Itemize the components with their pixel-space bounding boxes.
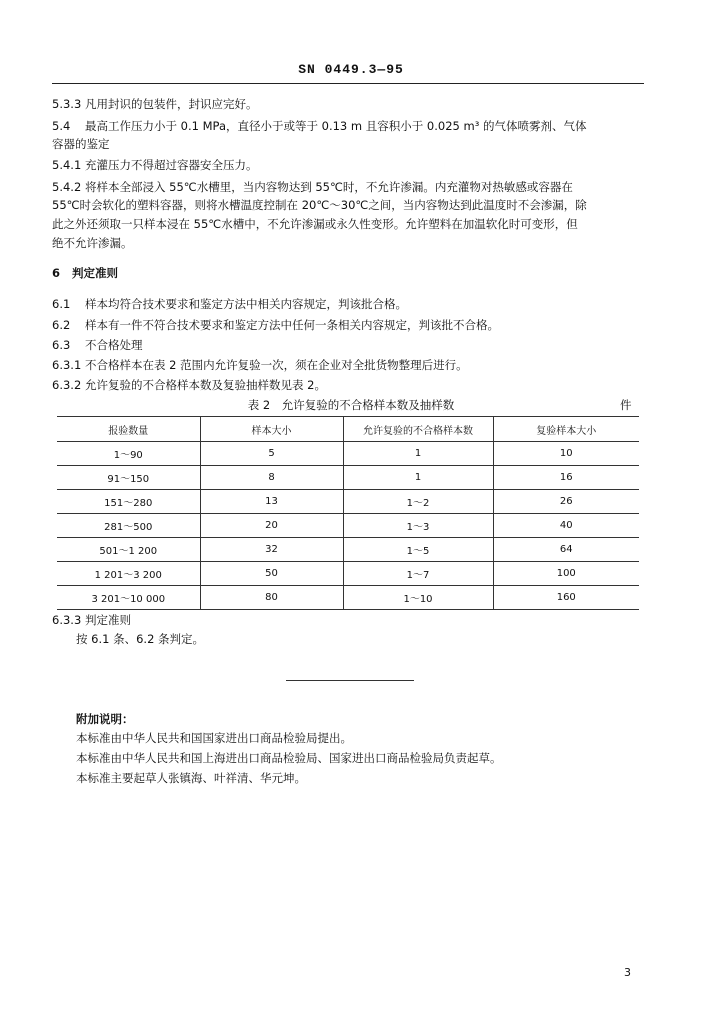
- page-number: 3: [624, 966, 631, 979]
- table-cell: 160: [493, 586, 639, 610]
- table-cell: 1～90: [57, 442, 200, 466]
- table-cell: 26: [493, 490, 639, 514]
- clause-number: 5.4.2: [52, 180, 82, 194]
- clause-text: 样本有一件不符合技术要求和鉴定方法中任何一条相关内容规定，判该批不合格。: [85, 318, 499, 332]
- end-rule: [286, 680, 414, 681]
- paragraph-6-3-3-cont: [76, 632, 204, 646]
- table-cell: 50: [200, 562, 343, 586]
- paragraph-5-4-2-cont3: [52, 236, 133, 250]
- section-title: 判定准则: [72, 266, 118, 280]
- column-header: 报验数量: [57, 417, 200, 442]
- clause-text: 此之外还须取一只样本浸在 55℃水槽中，不允许渗漏或永久性变形。允许塑料在加温软化时可变形，但: [52, 217, 578, 231]
- appendix-line: 本标准主要起草人张镇海、叶祥清、华元坤。: [76, 771, 306, 785]
- appendix-line: 本标准由中华人民共和国国家进出口商品检验局提出。: [76, 731, 352, 745]
- table-cell: 151～280: [57, 490, 200, 514]
- paragraph-6-2: [52, 318, 499, 332]
- clause-text: 将样本全部浸入 55℃水槽里，当内容物达到 55℃时，不允许渗漏。内充灌物对热敏感或容器在: [85, 180, 573, 194]
- table-cell: 13: [200, 490, 343, 514]
- clause-number: 6.3: [52, 338, 71, 352]
- clause-number: 6.3.2: [52, 378, 82, 392]
- header-divider: [52, 83, 644, 84]
- paragraph-5-3-3: [52, 97, 258, 111]
- clause-number: 6.3.3: [52, 613, 82, 627]
- clause-text: 容器的鉴定: [52, 137, 110, 151]
- clause-text: 55℃时会软化的塑料容器，则将水槽温度控制在 20℃～30℃之间，当内容物达到此温度时不会渗漏，除: [52, 198, 587, 212]
- paragraph-5-4-2-cont1: [52, 198, 587, 212]
- table-cell: 32: [200, 538, 343, 562]
- paragraph-5-4-1: [52, 158, 258, 172]
- table-row: [57, 514, 639, 538]
- table-cell: 1～3: [343, 514, 493, 538]
- table-unit: 件: [620, 398, 632, 412]
- table-header-row: [57, 417, 639, 442]
- table-cell: 1～2: [343, 490, 493, 514]
- paragraph-6-3-1: [52, 358, 468, 372]
- clause-text: 样本均符合技术要求和鉴定方法中相关内容规定，判该批合格。: [85, 297, 407, 311]
- clause-text: 充灌压力不得超过容器安全压力。: [85, 158, 258, 172]
- paragraph-5-4-2: [52, 180, 573, 194]
- clause-number: 5.4: [52, 119, 71, 133]
- table-cell: 1～5: [343, 538, 493, 562]
- clause-text: 允许复验的不合格样本数及复验抽样数见表 2。: [85, 378, 326, 392]
- clause-text: 凡用封识的包装件，封识应完好。: [85, 97, 258, 111]
- paragraph-5-4-cont: [52, 137, 110, 151]
- paragraph-5-4-2-cont2: [52, 217, 578, 231]
- appendix-title: 附加说明：: [76, 712, 134, 726]
- table-cell: 100: [493, 562, 639, 586]
- table-cell: 1～10: [343, 586, 493, 610]
- paragraph-6-3: [52, 338, 143, 352]
- table-cell: 8: [200, 466, 343, 490]
- clause-number: 6.1: [52, 297, 71, 311]
- table-cell: 80: [200, 586, 343, 610]
- table-cell: 281～500: [57, 514, 200, 538]
- table-cell: 5: [200, 442, 343, 466]
- sampling-table: [57, 416, 639, 610]
- clause-number: 5.3.3: [52, 97, 82, 111]
- standard-code: SN 0449.3—95: [298, 62, 404, 77]
- paragraph-6-1: [52, 297, 407, 311]
- clause-number: 6.2: [52, 318, 71, 332]
- table-caption: 表 2 允许复验的不合格样本数及抽样数: [247, 398, 455, 412]
- table-cell: 20: [200, 514, 343, 538]
- table-cell: 1～7: [343, 562, 493, 586]
- table-cell: 501～1 200: [57, 538, 200, 562]
- clause-text: 绝不允许渗漏。: [52, 236, 133, 250]
- table-cell: 16: [493, 466, 639, 490]
- table-cell: 1 201～3 200: [57, 562, 200, 586]
- column-header: 允许复验的不合格样本数: [343, 417, 493, 442]
- table-cell: 1: [343, 466, 493, 490]
- table-row: [57, 442, 639, 466]
- table-cell: 1: [343, 442, 493, 466]
- table-row: [57, 586, 639, 610]
- table-row: [57, 562, 639, 586]
- clause-text: 不合格样本在表 2 范围内允许复验一次，须在企业对全批货物整理后进行。: [85, 358, 468, 372]
- table-row: [57, 466, 639, 490]
- table-row: [57, 490, 639, 514]
- appendix-line: 本标准由中华人民共和国上海进出口商品检验局、国家进出口商品检验局负责起草。: [76, 751, 502, 765]
- paragraph-5-4: [52, 119, 586, 133]
- clause-number: 6.3.1: [52, 358, 82, 372]
- table-cell: 40: [493, 514, 639, 538]
- section-heading-6: [52, 266, 118, 280]
- section-number: 6: [52, 266, 61, 280]
- table-row: [57, 538, 639, 562]
- table-cell: 3 201～10 000: [57, 586, 200, 610]
- clause-number: 5.4.1: [52, 158, 82, 172]
- paragraph-6-3-2: [52, 378, 326, 392]
- table-cell: 64: [493, 538, 639, 562]
- column-header: 样本大小: [200, 417, 343, 442]
- table-cell: 10: [493, 442, 639, 466]
- clause-text: 判定准则: [85, 613, 131, 627]
- column-header: 复验样本大小: [493, 417, 639, 442]
- table-cell: 91～150: [57, 466, 200, 490]
- clause-text: 最高工作压力小于 0.1 MPa，直径小于或等于 0.13 m 且容积小于 0.025 m³ 的气体喷雾剂、气体: [85, 119, 587, 133]
- clause-text: 按 6.1 条、6.2 条判定。: [76, 632, 205, 646]
- paragraph-6-3-3: [52, 613, 131, 627]
- clause-text: 不合格处理: [85, 338, 143, 352]
